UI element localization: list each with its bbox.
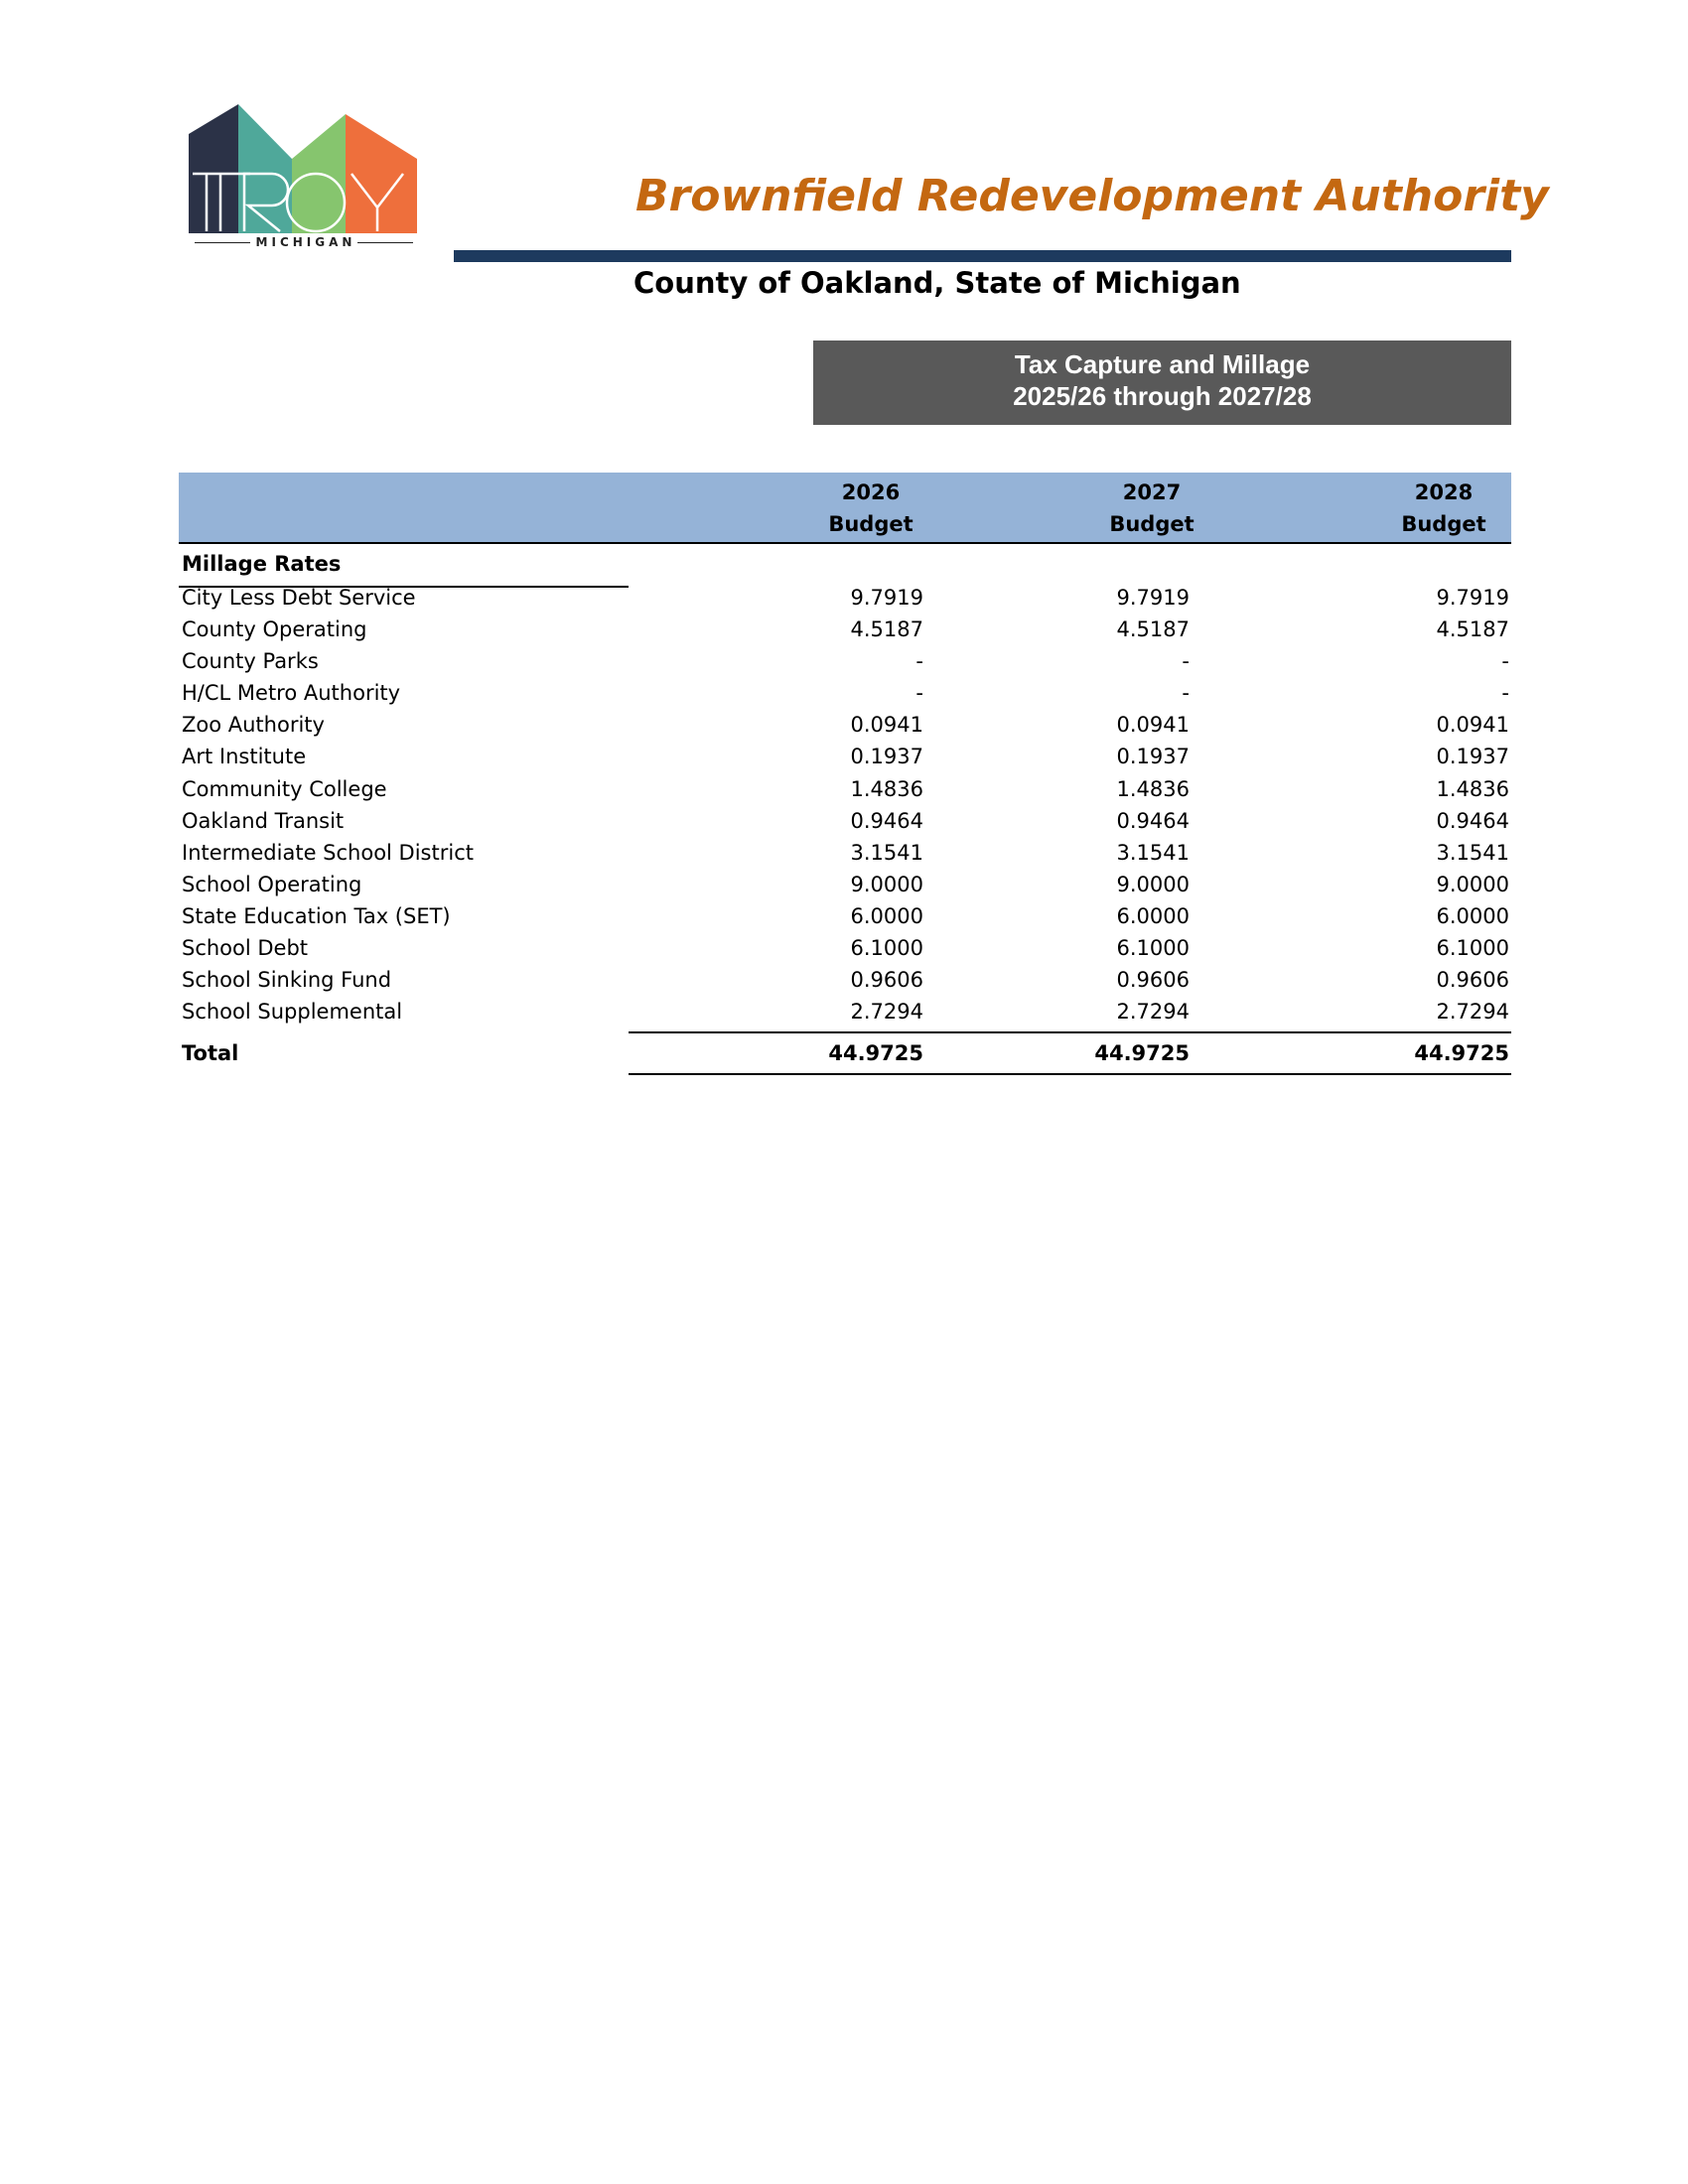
- row-label: Zoo Authority: [182, 713, 325, 738]
- value-2027: 0.1937: [1116, 745, 1190, 769]
- value-2028: 1.4836: [1436, 776, 1509, 801]
- value-2028: 0.0941: [1436, 713, 1509, 738]
- millage-rows: [0, 582, 1688, 1027]
- value-2028: 6.1000: [1436, 936, 1509, 961]
- total-2026: 44.9725: [828, 1041, 923, 1065]
- row-label: School Operating: [182, 872, 362, 896]
- report-banner: [813, 341, 1511, 425]
- value-2026: 3.1541: [850, 840, 923, 865]
- value-2027: 4.5187: [1116, 617, 1190, 642]
- value-2027: 3.1541: [1116, 840, 1190, 865]
- value-2028: 9.7919: [1436, 586, 1509, 610]
- value-2027: 9.0000: [1116, 872, 1190, 896]
- total-row: [0, 1036, 1688, 1070]
- table-row: [0, 677, 1688, 709]
- column-label: Budget: [828, 512, 914, 536]
- title-divider: [454, 250, 1511, 262]
- row-label: County Parks: [182, 649, 319, 674]
- row-label: City Less Debt Service: [182, 586, 416, 610]
- value-2026: 1.4836: [850, 776, 923, 801]
- value-2027: 0.9606: [1116, 968, 1190, 993]
- value-2028: 2.7294: [1436, 1000, 1509, 1024]
- row-label: Intermediate School District: [182, 840, 474, 865]
- table-row: [0, 869, 1688, 900]
- logo-subtitle: MICHIGAN: [189, 235, 419, 249]
- value-2028: 4.5187: [1436, 617, 1509, 642]
- value-2027: 9.7919: [1116, 586, 1190, 610]
- document-subtitle: County of Oakland, State of Michigan: [633, 266, 1241, 300]
- table-row: [0, 645, 1688, 677]
- value-2027: -: [1182, 681, 1190, 706]
- column-header-2026: [772, 477, 970, 540]
- column-label: Budget: [1109, 512, 1195, 536]
- document-title: Brownfield Redevelopment Authority: [635, 171, 1549, 221]
- value-2028: 0.1937: [1436, 745, 1509, 769]
- table-row: [0, 709, 1688, 741]
- value-2028: 0.9464: [1436, 808, 1509, 833]
- table-row: [0, 582, 1688, 614]
- value-2027: 6.0000: [1116, 903, 1190, 928]
- value-2026: 4.5187: [850, 617, 923, 642]
- value-2028: 3.1541: [1436, 840, 1509, 865]
- row-label: H/CL Metro Authority: [182, 681, 401, 706]
- value-2028: 6.0000: [1436, 903, 1509, 928]
- value-2028: -: [1501, 649, 1509, 674]
- value-2026: 0.9606: [850, 968, 923, 993]
- value-2026: 9.0000: [850, 872, 923, 896]
- total-2027: 44.9725: [1094, 1041, 1190, 1065]
- column-year: 2028: [1414, 480, 1474, 504]
- column-year: 2027: [1122, 480, 1182, 504]
- table-row: [0, 741, 1688, 772]
- section-heading: Millage Rates: [182, 552, 342, 576]
- total-divider-bottom: [629, 1073, 1511, 1075]
- row-label: Community College: [182, 776, 387, 801]
- table-row: [0, 900, 1688, 932]
- value-2027: 0.9464: [1116, 808, 1190, 833]
- column-label: Budget: [1401, 512, 1486, 536]
- total-label: Total: [182, 1041, 239, 1065]
- total-2028: 44.9725: [1414, 1041, 1509, 1065]
- value-2026: 0.1937: [850, 745, 923, 769]
- row-label: County Operating: [182, 617, 367, 642]
- row-label: School Sinking Fund: [182, 968, 392, 993]
- value-2027: 0.0941: [1116, 713, 1190, 738]
- table-row: [0, 837, 1688, 869]
- table-row: [0, 805, 1688, 837]
- column-header-2028: [1344, 477, 1543, 540]
- value-2026: 2.7294: [850, 1000, 923, 1024]
- value-2028: 0.9606: [1436, 968, 1509, 993]
- value-2026: 6.1000: [850, 936, 923, 961]
- value-2026: 0.0941: [850, 713, 923, 738]
- value-2026: -: [915, 649, 923, 674]
- value-2027: -: [1182, 649, 1190, 674]
- column-year: 2026: [841, 480, 901, 504]
- table-header: [179, 473, 1511, 544]
- value-2027: 6.1000: [1116, 936, 1190, 961]
- row-label: State Education Tax (SET): [182, 903, 451, 928]
- banner-line-1: Tax Capture and Millage: [1014, 349, 1311, 379]
- row-label: School Supplemental: [182, 1000, 403, 1024]
- table-row: [0, 614, 1688, 645]
- banner-line-2: 2025/26 through 2027/28: [1013, 381, 1312, 411]
- table-row: [0, 773, 1688, 805]
- value-2027: 1.4836: [1116, 776, 1190, 801]
- troy-michigan-logo: [189, 104, 419, 253]
- column-header-2027: [1053, 477, 1251, 540]
- value-2027: 2.7294: [1116, 1000, 1190, 1024]
- table-row: [0, 996, 1688, 1027]
- row-label: Art Institute: [182, 745, 307, 769]
- value-2026: -: [915, 681, 923, 706]
- table-row: [0, 964, 1688, 996]
- row-label: School Debt: [182, 936, 309, 961]
- value-2028: -: [1501, 681, 1509, 706]
- troy-logo-graphic: [189, 104, 419, 233]
- total-divider-top: [629, 1031, 1511, 1033]
- table-row: [0, 932, 1688, 964]
- value-2026: 6.0000: [850, 903, 923, 928]
- row-label: Oakland Transit: [182, 808, 345, 833]
- value-2028: 9.0000: [1436, 872, 1509, 896]
- value-2026: 0.9464: [850, 808, 923, 833]
- value-2026: 9.7919: [850, 586, 923, 610]
